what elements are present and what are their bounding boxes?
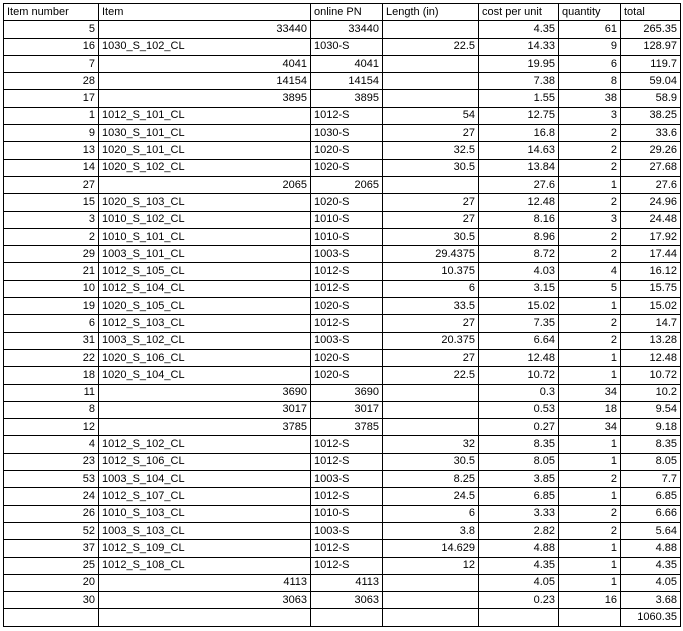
item-cell[interactable]: 1030_S_102_CL: [99, 38, 311, 55]
length-cell[interactable]: 8.25: [383, 471, 479, 488]
length-cell[interactable]: 27: [383, 211, 479, 228]
total-cell[interactable]: 38.25: [621, 107, 681, 124]
total-cell[interactable]: 16.12: [621, 263, 681, 280]
length-cell[interactable]: [383, 592, 479, 609]
item-cell[interactable]: 1012_S_102_CL: [99, 436, 311, 453]
total-cell[interactable]: 3.68: [621, 592, 681, 609]
item-cell[interactable]: 1020_S_105_CL: [99, 298, 311, 315]
item-cell[interactable]: 1020_S_103_CL: [99, 194, 311, 211]
item-cell[interactable]: 3690: [99, 384, 311, 401]
total-cell[interactable]: 33.6: [621, 125, 681, 142]
empty-cell[interactable]: [4, 609, 99, 626]
item-number-cell[interactable]: 25: [4, 557, 99, 574]
quantity-cell[interactable]: 1: [559, 488, 621, 505]
quantity-cell[interactable]: 38: [559, 90, 621, 107]
online-pn-cell[interactable]: 1020-S: [311, 159, 383, 176]
cost-per-unit-cell[interactable]: 0.23: [479, 592, 559, 609]
length-cell[interactable]: 32.5: [383, 142, 479, 159]
cost-per-unit-cell[interactable]: 1.55: [479, 90, 559, 107]
length-cell[interactable]: 54: [383, 107, 479, 124]
length-cell[interactable]: [383, 21, 479, 38]
item-number-cell[interactable]: 52: [4, 522, 99, 539]
online-pn-cell[interactable]: 1020-S: [311, 349, 383, 366]
col-header-total[interactable]: total: [621, 4, 681, 21]
empty-cell[interactable]: [383, 609, 479, 626]
online-pn-cell[interactable]: 4113: [311, 574, 383, 591]
quantity-cell[interactable]: 3: [559, 211, 621, 228]
quantity-cell[interactable]: 34: [559, 419, 621, 436]
item-cell[interactable]: 1012_S_106_CL: [99, 453, 311, 470]
col-header-online-pn[interactable]: online PN: [311, 4, 383, 21]
length-cell[interactable]: 14.629: [383, 540, 479, 557]
length-cell[interactable]: 27: [383, 194, 479, 211]
quantity-cell[interactable]: 2: [559, 332, 621, 349]
cost-per-unit-cell[interactable]: 8.72: [479, 246, 559, 263]
length-cell[interactable]: 33.5: [383, 298, 479, 315]
table-row: [4, 263, 681, 280]
item-cell[interactable]: 1020_S_106_CL: [99, 349, 311, 366]
online-pn-cell[interactable]: 1012-S: [311, 488, 383, 505]
length-cell[interactable]: 29.4375: [383, 246, 479, 263]
online-pn-cell[interactable]: 1012-S: [311, 540, 383, 557]
online-pn-cell[interactable]: 2065: [311, 176, 383, 193]
online-pn-cell[interactable]: 1003-S: [311, 471, 383, 488]
length-cell[interactable]: 30.5: [383, 159, 479, 176]
online-pn-cell[interactable]: 1012-S: [311, 315, 383, 332]
length-cell[interactable]: [383, 419, 479, 436]
item-number-cell[interactable]: 23: [4, 453, 99, 470]
item-number-cell[interactable]: 13: [4, 142, 99, 159]
total-cell[interactable]: 17.44: [621, 246, 681, 263]
quantity-cell[interactable]: 2: [559, 125, 621, 142]
online-pn-cell[interactable]: 1003-S: [311, 332, 383, 349]
total-cell[interactable]: 119.7: [621, 55, 681, 72]
online-pn-cell[interactable]: 1010-S: [311, 505, 383, 522]
table-row: [4, 211, 681, 228]
cost-per-unit-cell[interactable]: 16.8: [479, 125, 559, 142]
item-cell[interactable]: 1020_S_102_CL: [99, 159, 311, 176]
total-cell[interactable]: 15.02: [621, 298, 681, 315]
online-pn-cell[interactable]: 4041: [311, 55, 383, 72]
total-cell[interactable]: 7.7: [621, 471, 681, 488]
table-row: [4, 142, 681, 159]
total-cell[interactable]: 14.7: [621, 315, 681, 332]
length-cell[interactable]: 30.5: [383, 453, 479, 470]
item-cell[interactable]: 33440: [99, 21, 311, 38]
table-row: [4, 194, 681, 211]
table-row: [4, 159, 681, 176]
item-cell[interactable]: 3785: [99, 419, 311, 436]
item-number-cell[interactable]: 21: [4, 263, 99, 280]
cost-per-unit-cell[interactable]: 14.63: [479, 142, 559, 159]
item-cell[interactable]: 14154: [99, 73, 311, 90]
total-cell[interactable]: 8.05: [621, 453, 681, 470]
cost-per-unit-cell[interactable]: 3.33: [479, 505, 559, 522]
cost-per-unit-cell[interactable]: 4.35: [479, 557, 559, 574]
total-cell[interactable]: 27.6: [621, 176, 681, 193]
total-cell[interactable]: 6.85: [621, 488, 681, 505]
item-number-cell[interactable]: 1: [4, 107, 99, 124]
table-row: [4, 228, 681, 245]
length-cell[interactable]: 12: [383, 557, 479, 574]
table-row: [4, 125, 681, 142]
quantity-cell[interactable]: 16: [559, 592, 621, 609]
item-cell[interactable]: 3063: [99, 592, 311, 609]
table-row: [4, 315, 681, 332]
item-number-cell[interactable]: 19: [4, 298, 99, 315]
quantity-cell[interactable]: 1: [559, 557, 621, 574]
total-cell[interactable]: 10.72: [621, 367, 681, 384]
online-pn-cell[interactable]: 1003-S: [311, 246, 383, 263]
online-pn-cell[interactable]: 1010-S: [311, 228, 383, 245]
total-cell[interactable]: 4.88: [621, 540, 681, 557]
length-cell[interactable]: 22.5: [383, 38, 479, 55]
cost-per-unit-cell[interactable]: 12.48: [479, 349, 559, 366]
table-row: [4, 367, 681, 384]
cost-per-unit-cell[interactable]: 3.15: [479, 280, 559, 297]
table-row: [4, 246, 681, 263]
col-header-item-number[interactable]: Item number: [4, 4, 99, 21]
length-cell[interactable]: [383, 401, 479, 418]
col-header-item[interactable]: Item: [99, 4, 311, 21]
quantity-cell[interactable]: 3: [559, 107, 621, 124]
quantity-cell[interactable]: 2: [559, 159, 621, 176]
item-cell[interactable]: 1010_S_103_CL: [99, 505, 311, 522]
table-row: [4, 107, 681, 124]
cost-per-unit-cell[interactable]: 19.95: [479, 55, 559, 72]
total-cell[interactable]: 128.97: [621, 38, 681, 55]
item-cell[interactable]: 3895: [99, 90, 311, 107]
cost-per-unit-cell[interactable]: 8.16: [479, 211, 559, 228]
online-pn-cell[interactable]: 3017: [311, 401, 383, 418]
table-row: [4, 522, 681, 539]
item-number-cell[interactable]: 24: [4, 488, 99, 505]
total-cell[interactable]: 13.28: [621, 332, 681, 349]
quantity-cell[interactable]: 1: [559, 176, 621, 193]
item-number-cell[interactable]: 30: [4, 592, 99, 609]
item-number-cell[interactable]: 26: [4, 505, 99, 522]
cost-per-unit-cell[interactable]: 6.64: [479, 332, 559, 349]
item-number-cell[interactable]: 11: [4, 384, 99, 401]
item-cell[interactable]: 4041: [99, 55, 311, 72]
table-row: [4, 401, 681, 418]
length-cell[interactable]: 30.5: [383, 228, 479, 245]
online-pn-cell[interactable]: 1020-S: [311, 142, 383, 159]
online-pn-cell[interactable]: 1010-S: [311, 211, 383, 228]
length-cell[interactable]: 10.375: [383, 263, 479, 280]
table-row: [4, 55, 681, 72]
quantity-cell[interactable]: 2: [559, 142, 621, 159]
empty-cell[interactable]: [479, 609, 559, 626]
item-number-cell[interactable]: 8: [4, 401, 99, 418]
item-number-cell[interactable]: 17: [4, 90, 99, 107]
item-number-cell[interactable]: 4: [4, 436, 99, 453]
length-cell[interactable]: [383, 176, 479, 193]
online-pn-cell[interactable]: 3690: [311, 384, 383, 401]
item-number-cell[interactable]: 6: [4, 315, 99, 332]
item-cell[interactable]: 2065: [99, 176, 311, 193]
total-cell[interactable]: 9.54: [621, 401, 681, 418]
item-cell[interactable]: 1012_S_101_CL: [99, 107, 311, 124]
total-cell[interactable]: 15.75: [621, 280, 681, 297]
table-row: [4, 298, 681, 315]
cost-per-unit-cell[interactable]: 2.82: [479, 522, 559, 539]
item-number-cell[interactable]: 15: [4, 194, 99, 211]
table-row: [4, 419, 681, 436]
table-row: [4, 176, 681, 193]
cost-per-unit-cell[interactable]: 4.05: [479, 574, 559, 591]
col-header-length[interactable]: Length (in): [383, 4, 479, 21]
table-row: [4, 557, 681, 574]
table-row: [4, 349, 681, 366]
quantity-cell[interactable]: 2: [559, 522, 621, 539]
online-pn-cell[interactable]: 1012-S: [311, 107, 383, 124]
quantity-cell[interactable]: 8: [559, 73, 621, 90]
cost-per-unit-cell[interactable]: 8.35: [479, 436, 559, 453]
item-number-cell[interactable]: 14: [4, 159, 99, 176]
quantity-cell[interactable]: 2: [559, 228, 621, 245]
length-cell[interactable]: 6: [383, 280, 479, 297]
length-cell[interactable]: 22.5: [383, 367, 479, 384]
length-cell[interactable]: 24.5: [383, 488, 479, 505]
item-cell[interactable]: 1020_S_101_CL: [99, 142, 311, 159]
quantity-cell[interactable]: 5: [559, 280, 621, 297]
length-cell[interactable]: 27: [383, 315, 479, 332]
cost-per-unit-cell[interactable]: 4.03: [479, 263, 559, 280]
item-number-cell[interactable]: 5: [4, 21, 99, 38]
table-row: [4, 332, 681, 349]
item-number-cell[interactable]: 31: [4, 332, 99, 349]
total-cell[interactable]: 12.48: [621, 349, 681, 366]
length-cell[interactable]: [383, 90, 479, 107]
quantity-cell[interactable]: 2: [559, 194, 621, 211]
length-cell[interactable]: 32: [383, 436, 479, 453]
cost-per-unit-cell[interactable]: 0.3: [479, 384, 559, 401]
online-pn-cell[interactable]: 14154: [311, 73, 383, 90]
quantity-cell[interactable]: 1: [559, 367, 621, 384]
cost-per-unit-cell[interactable]: 14.33: [479, 38, 559, 55]
table-row: [4, 453, 681, 470]
table-row: [4, 471, 681, 488]
item-number-cell[interactable]: 22: [4, 349, 99, 366]
cost-per-unit-cell[interactable]: 12.48: [479, 194, 559, 211]
cost-per-unit-cell[interactable]: 0.53: [479, 401, 559, 418]
quantity-cell[interactable]: 1: [559, 298, 621, 315]
item-cell[interactable]: 1003_S_101_CL: [99, 246, 311, 263]
parts-cost-table: [3, 3, 681, 627]
online-pn-cell[interactable]: 3063: [311, 592, 383, 609]
empty-cell[interactable]: [311, 609, 383, 626]
quantity-cell[interactable]: 2: [559, 246, 621, 263]
item-number-cell[interactable]: 12: [4, 419, 99, 436]
cost-per-unit-cell[interactable]: 12.75: [479, 107, 559, 124]
item-number-cell[interactable]: 28: [4, 73, 99, 90]
cost-per-unit-cell[interactable]: 13.84: [479, 159, 559, 176]
item-cell[interactable]: 1012_S_104_CL: [99, 280, 311, 297]
total-cell[interactable]: 10.2: [621, 384, 681, 401]
total-cell[interactable]: 6.66: [621, 505, 681, 522]
online-pn-cell[interactable]: 1020-S: [311, 367, 383, 384]
online-pn-cell[interactable]: 1020-S: [311, 194, 383, 211]
table-row: [4, 436, 681, 453]
length-cell[interactable]: [383, 574, 479, 591]
item-cell[interactable]: 3017: [99, 401, 311, 418]
total-cell[interactable]: 58.9: [621, 90, 681, 107]
online-pn-cell[interactable]: 33440: [311, 21, 383, 38]
online-pn-cell[interactable]: 1030-S: [311, 38, 383, 55]
col-header-quantity[interactable]: quantity: [559, 4, 621, 21]
total-cell[interactable]: 27.68: [621, 159, 681, 176]
total-cell[interactable]: 24.96: [621, 194, 681, 211]
quantity-cell[interactable]: 1: [559, 540, 621, 557]
item-cell[interactable]: 1012_S_103_CL: [99, 315, 311, 332]
item-cell[interactable]: 1003_S_102_CL: [99, 332, 311, 349]
total-cell[interactable]: 265.35: [621, 21, 681, 38]
item-number-cell[interactable]: 16: [4, 38, 99, 55]
quantity-cell[interactable]: 4: [559, 263, 621, 280]
item-cell[interactable]: 1012_S_107_CL: [99, 488, 311, 505]
length-cell[interactable]: 6: [383, 505, 479, 522]
item-number-cell[interactable]: 2: [4, 228, 99, 245]
item-cell[interactable]: 1012_S_109_CL: [99, 540, 311, 557]
cost-per-unit-cell[interactable]: 4.35: [479, 21, 559, 38]
length-cell[interactable]: 27: [383, 125, 479, 142]
item-cell[interactable]: 4113: [99, 574, 311, 591]
quantity-cell[interactable]: 34: [559, 384, 621, 401]
item-cell[interactable]: 1003_S_104_CL: [99, 471, 311, 488]
total-cell[interactable]: 4.05: [621, 574, 681, 591]
online-pn-cell[interactable]: 3895: [311, 90, 383, 107]
table-row: [4, 592, 681, 609]
total-cell[interactable]: 24.48: [621, 211, 681, 228]
table-row: [4, 21, 681, 38]
quantity-cell[interactable]: 1: [559, 349, 621, 366]
item-number-cell[interactable]: 53: [4, 471, 99, 488]
online-pn-cell[interactable]: 1012-S: [311, 436, 383, 453]
total-cell[interactable]: 59.04: [621, 73, 681, 90]
item-cell[interactable]: 1010_S_102_CL: [99, 211, 311, 228]
cost-per-unit-cell[interactable]: 8.05: [479, 453, 559, 470]
total-cell[interactable]: 9.18: [621, 419, 681, 436]
item-number-cell[interactable]: 29: [4, 246, 99, 263]
table-row: [4, 38, 681, 55]
table-row: [4, 505, 681, 522]
online-pn-cell[interactable]: 1012-S: [311, 557, 383, 574]
total-cell[interactable]: 5.64: [621, 522, 681, 539]
online-pn-cell[interactable]: 1003-S: [311, 522, 383, 539]
cost-per-unit-cell[interactable]: 7.35: [479, 315, 559, 332]
quantity-cell[interactable]: 1: [559, 453, 621, 470]
table-row: [4, 90, 681, 107]
grand-total-cell[interactable]: 1060.35: [621, 609, 681, 626]
length-cell[interactable]: [383, 55, 479, 72]
empty-cell[interactable]: [559, 609, 621, 626]
online-pn-cell[interactable]: 1012-S: [311, 453, 383, 470]
quantity-cell[interactable]: 1: [559, 436, 621, 453]
item-number-cell[interactable]: 27: [4, 176, 99, 193]
table-row: [4, 540, 681, 557]
item-cell[interactable]: 1010_S_101_CL: [99, 228, 311, 245]
col-header-cost-per-unit[interactable]: cost per unit: [479, 4, 559, 21]
item-cell[interactable]: 1030_S_101_CL: [99, 125, 311, 142]
online-pn-cell[interactable]: 1012-S: [311, 263, 383, 280]
table-row: [4, 384, 681, 401]
item-cell[interactable]: 1012_S_105_CL: [99, 263, 311, 280]
cost-per-unit-cell[interactable]: 10.72: [479, 367, 559, 384]
online-pn-cell[interactable]: 1030-S: [311, 125, 383, 142]
quantity-cell[interactable]: 2: [559, 471, 621, 488]
item-number-cell[interactable]: 20: [4, 574, 99, 591]
item-number-cell[interactable]: 3: [4, 211, 99, 228]
table-row: [4, 280, 681, 297]
item-cell[interactable]: 1020_S_104_CL: [99, 367, 311, 384]
item-number-cell[interactable]: 7: [4, 55, 99, 72]
total-cell[interactable]: 8.35: [621, 436, 681, 453]
cost-per-unit-cell[interactable]: 0.27: [479, 419, 559, 436]
quantity-cell[interactable]: 9: [559, 38, 621, 55]
quantity-cell[interactable]: 2: [559, 315, 621, 332]
table-row: [4, 73, 681, 90]
length-cell[interactable]: [383, 73, 479, 90]
cost-per-unit-cell[interactable]: 6.85: [479, 488, 559, 505]
cost-per-unit-cell[interactable]: 7.38: [479, 73, 559, 90]
length-cell[interactable]: [383, 384, 479, 401]
item-number-cell[interactable]: 9: [4, 125, 99, 142]
quantity-cell[interactable]: 61: [559, 21, 621, 38]
online-pn-cell[interactable]: 1020-S: [311, 298, 383, 315]
header-row: [4, 4, 681, 21]
table-row: [4, 574, 681, 591]
length-cell[interactable]: 27: [383, 349, 479, 366]
cost-per-unit-cell[interactable]: 27.6: [479, 176, 559, 193]
grand-total-row: [4, 609, 681, 626]
online-pn-cell[interactable]: 1012-S: [311, 280, 383, 297]
item-cell[interactable]: 1012_S_108_CL: [99, 557, 311, 574]
quantity-cell[interactable]: 2: [559, 505, 621, 522]
quantity-cell[interactable]: 18: [559, 401, 621, 418]
item-number-cell[interactable]: 37: [4, 540, 99, 557]
cost-per-unit-cell[interactable]: 15.02: [479, 298, 559, 315]
length-cell[interactable]: 20.375: [383, 332, 479, 349]
cost-per-unit-cell[interactable]: 4.88: [479, 540, 559, 557]
cost-per-unit-cell[interactable]: 8.96: [479, 228, 559, 245]
empty-cell[interactable]: [99, 609, 311, 626]
total-cell[interactable]: 29.26: [621, 142, 681, 159]
length-cell[interactable]: 3.8: [383, 522, 479, 539]
online-pn-cell[interactable]: 3785: [311, 419, 383, 436]
item-number-cell[interactable]: 18: [4, 367, 99, 384]
quantity-cell[interactable]: 6: [559, 55, 621, 72]
table-row: [4, 488, 681, 505]
item-cell[interactable]: 1003_S_103_CL: [99, 522, 311, 539]
total-cell[interactable]: 4.35: [621, 557, 681, 574]
cost-per-unit-cell[interactable]: 3.85: [479, 471, 559, 488]
quantity-cell[interactable]: 1: [559, 574, 621, 591]
item-number-cell[interactable]: 10: [4, 280, 99, 297]
total-cell[interactable]: 17.92: [621, 228, 681, 245]
